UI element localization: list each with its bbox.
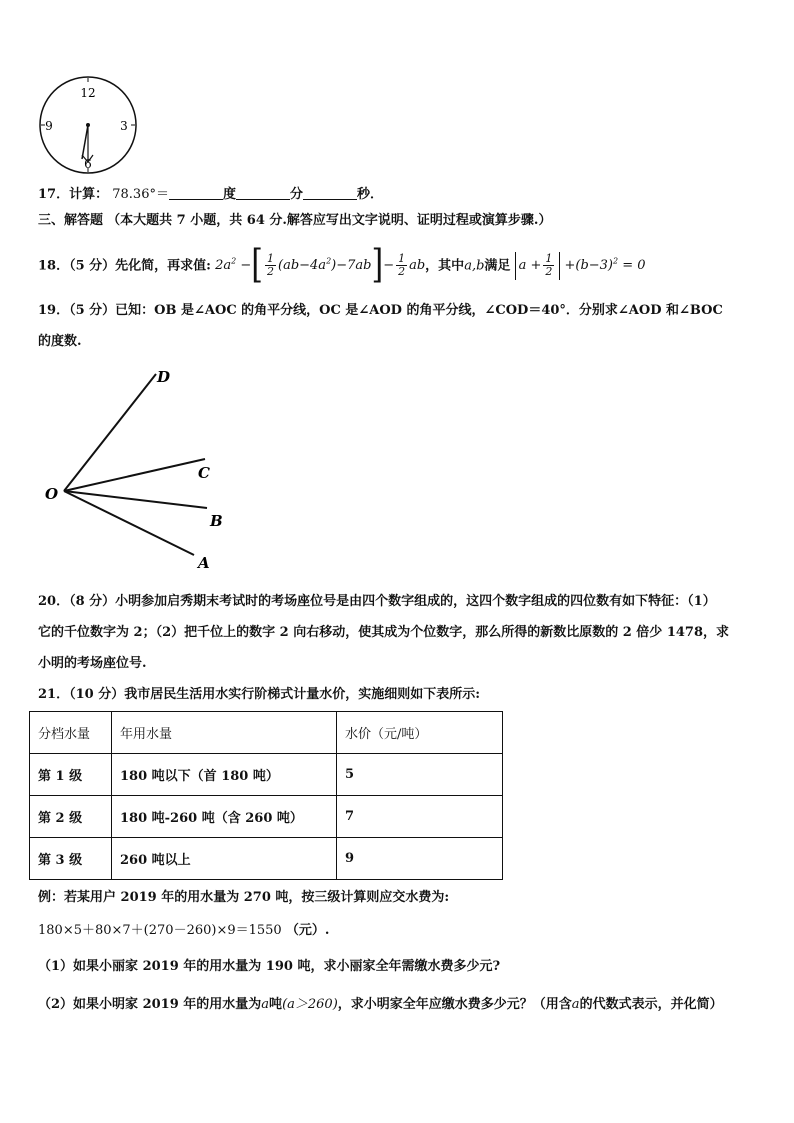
table-cell: 5 bbox=[337, 754, 503, 796]
table-cell: 7 bbox=[337, 796, 503, 838]
q17-number: 17． bbox=[38, 187, 70, 202]
clock-hour-hand bbox=[82, 125, 88, 159]
q21-score: （10 分） bbox=[69, 687, 125, 702]
q21-sub2-cond: (a＞260) bbox=[282, 997, 338, 1012]
q17-blank-deg[interactable] bbox=[169, 186, 223, 200]
table-cell: 第 3 级 bbox=[30, 838, 112, 880]
q18-mid: ，其中 bbox=[425, 258, 465, 274]
q17-unit-sec: 秒． bbox=[357, 187, 384, 202]
q18-cond: 满足 bbox=[484, 258, 511, 274]
table-row bbox=[30, 838, 503, 880]
q17-expr: 78.36°＝ bbox=[112, 187, 169, 202]
q20-number: 20． bbox=[38, 594, 70, 609]
clock-label-3: 3 bbox=[120, 119, 128, 133]
point-label-B: B bbox=[210, 512, 223, 530]
q19-line1 bbox=[38, 302, 723, 320]
q20-text-line2: 它的千位数字为 2；（2）把千位上的数字 2 向右移动，使其成为个位数字，那么所得的新数比原数的 2 倍少 1478，求 bbox=[38, 625, 730, 640]
q19-text-line2: 的度数. bbox=[38, 334, 82, 349]
q20-text-line3: 小明的考场座位号. bbox=[38, 656, 147, 671]
section3-title: 三、解答题 bbox=[38, 213, 104, 228]
clock-figure bbox=[36, 75, 140, 175]
clock-label-12: 12 bbox=[80, 86, 96, 100]
table-cell: 9 bbox=[337, 838, 503, 880]
q18-condition-formula: a + $\frac{1}{2}$ $+(b-3)^2 = 0$ bbox=[515, 258, 646, 273]
q20-line1 bbox=[38, 593, 716, 611]
q21-sub2-d: 的代数式表示，并化简） bbox=[579, 997, 723, 1012]
q17-blank-min[interactable] bbox=[236, 186, 290, 200]
point-label-O: O bbox=[45, 485, 59, 503]
q21-sub1-text: （1）如果小丽家 2019 年的用水量为 190 吨，求小丽家全年需缴水费多少元? bbox=[38, 959, 501, 974]
q21-number: 21． bbox=[38, 687, 70, 702]
q18-line bbox=[38, 242, 646, 288]
table-header-row bbox=[30, 712, 503, 754]
q19-number: 19． bbox=[38, 303, 70, 318]
q18-number: 18． bbox=[38, 258, 70, 274]
q21-sub2-var: a bbox=[261, 997, 270, 1012]
clock-label-9: 9 bbox=[45, 119, 53, 133]
q17-line bbox=[38, 186, 383, 204]
q19-text-line1: 已知：OB 是∠AOC 的角平分线，OC 是∠AOD 的角平分线，∠COD＝40°．分别求∠AOD 和∠BOC bbox=[115, 303, 723, 318]
table-header-cell: 年用水量 bbox=[112, 712, 337, 754]
point-label-D: D bbox=[157, 368, 171, 386]
q20-line2 bbox=[38, 624, 729, 642]
q21-text: 我市居民生活用水实行阶梯式计量水价，实施细则如下表所示: bbox=[124, 687, 481, 702]
q21-sub2 bbox=[38, 996, 723, 1014]
q21-example bbox=[38, 889, 449, 907]
q18-text: 先化简，再求值: bbox=[115, 258, 211, 274]
q19-line2 bbox=[38, 333, 82, 351]
q17-unit-min: 分 bbox=[289, 187, 303, 202]
q21-sub2-c: ，求小明家全年应缴水费多少元？（用含 bbox=[337, 997, 572, 1012]
q18-formula: $2a^2$ −[ $\frac{1}{2}$ $(ab-4a^2)-7ab]-$ $\frac{1}{2}$ ab bbox=[215, 242, 426, 288]
q17-unit-deg: 度 bbox=[222, 187, 236, 202]
ray-OB bbox=[64, 491, 207, 508]
table-header-cell: 分档水量 bbox=[30, 712, 112, 754]
water-price-table bbox=[29, 711, 503, 880]
q21-sub2-a: （2）如果小明家 2019 年的用水量为 bbox=[38, 997, 262, 1012]
table-cell: 第 1 级 bbox=[30, 754, 112, 796]
q17-prompt: 计算： bbox=[69, 187, 109, 202]
ray-OA bbox=[64, 491, 194, 555]
table-row bbox=[30, 754, 503, 796]
angle-figure bbox=[40, 362, 240, 574]
section3-desc: （本大题共 7 小题，共 64 分.解答应写出文字说明、证明过程或演算步骤.） bbox=[107, 213, 552, 228]
q18-score: （5 分） bbox=[69, 258, 116, 274]
point-label-C: C bbox=[198, 464, 210, 482]
table-cell: 260 吨以上 bbox=[112, 838, 337, 880]
section3-heading bbox=[38, 212, 551, 230]
clock-label-6: 6 bbox=[84, 157, 92, 171]
q20-line3 bbox=[38, 655, 147, 673]
q20-score: （8 分） bbox=[69, 594, 116, 609]
q19-score: （5 分） bbox=[69, 303, 116, 318]
table-row bbox=[30, 796, 503, 838]
table-header-cell: 水价（元/吨） bbox=[337, 712, 503, 754]
q21-calc-line bbox=[38, 922, 329, 940]
q18-vars: a,b bbox=[464, 258, 485, 274]
q17-blank-sec[interactable] bbox=[303, 186, 357, 200]
q21-example-text: 例：若某用户 2019 年的用水量为 270 吨，按三级计算则应交水费为: bbox=[38, 890, 450, 905]
q21-calc-unit: （元）. bbox=[285, 923, 330, 938]
q21-sub2-b: 吨 bbox=[269, 997, 283, 1012]
table-cell: 180 吨以下（首 180 吨） bbox=[112, 754, 337, 796]
q21-line bbox=[38, 686, 480, 704]
q21-sub1 bbox=[38, 958, 500, 976]
q21-calc: 180×5＋80×7＋(270－260)×9＝1550 bbox=[38, 923, 282, 938]
point-label-A: A bbox=[198, 554, 210, 572]
table-cell: 180 吨-260 吨（含 260 吨） bbox=[112, 796, 337, 838]
q21-sub2-var2: a bbox=[571, 997, 580, 1012]
table-cell: 第 2 级 bbox=[30, 796, 112, 838]
q20-text-line1: 小明参加启秀期末考试时的考场座位号是由四个数字组成的，这四个数字组成的四位数有如下特征：（1） bbox=[115, 594, 716, 609]
